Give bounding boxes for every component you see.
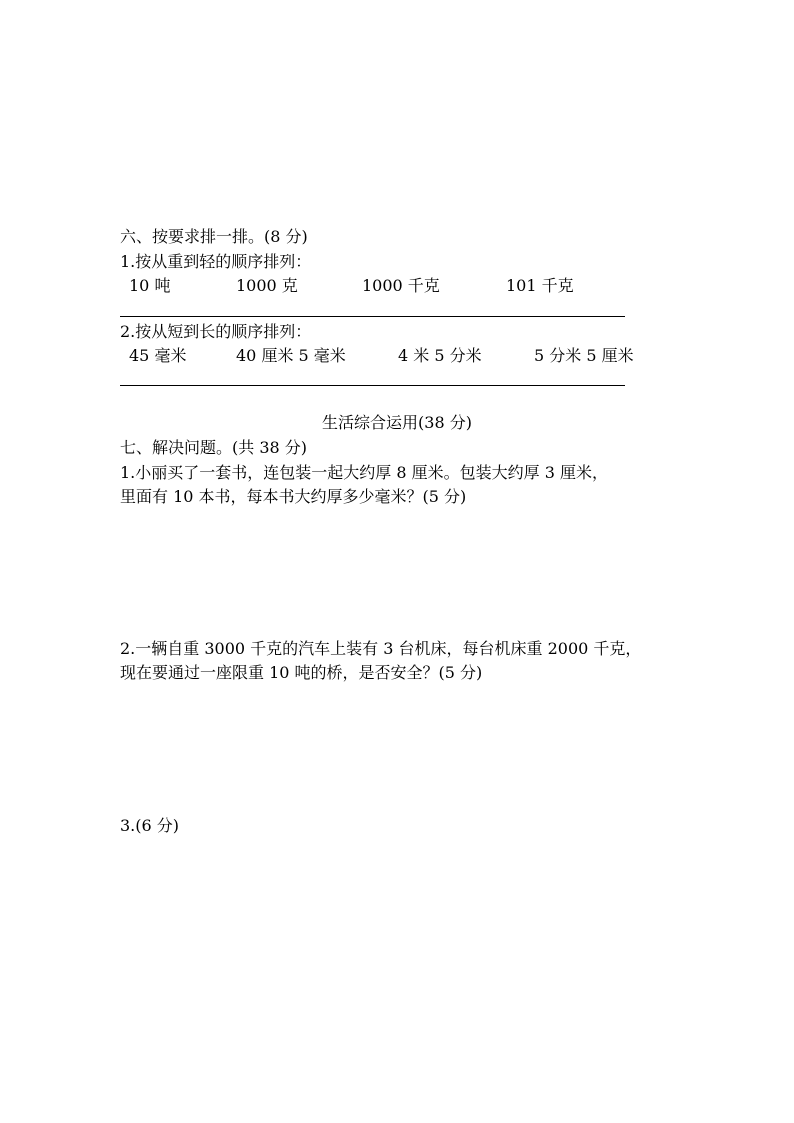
q1-prompt: 1.按从重到轻的顺序排列： [120,252,312,271]
q1-answer-line[interactable] [120,316,625,317]
q2-answer-line[interactable] [120,385,625,386]
section-6-heading: 六、按要求排一排。(8 分) [120,227,308,246]
problem-2-line-2: 现在要通过一座限重 10 吨的桥，是否安全？(5 分) [120,663,483,682]
section-7-heading: 七、解决问题。(共 38 分) [120,438,308,457]
q1-item-1: 10 吨 [129,276,171,295]
problem-1-line-2: 里面有 10 本书，每本书大约厚多少毫米？(5 分) [120,487,467,506]
problem-3-label: 3.(6 分) [120,816,180,835]
problem-2-line-1: 2.一辆自重 3000 千克的汽车上装有 3 台机床，每台机床重 2000 千克， [120,639,642,658]
problem-1-line-1: 1.小丽买了一套书，连包装一起大约厚 8 厘米。包装大约厚 3 厘米， [120,463,608,482]
q2-prompt: 2.按从短到长的顺序排列： [120,322,312,341]
q2-item-2: 40 厘米 5 毫米 [236,346,346,365]
q1-item-4: 101 千克 [506,276,574,295]
q2-item-3: 4 米 5 分米 [398,346,482,365]
q1-item-3: 1000 千克 [362,276,440,295]
part-title: 生活综合运用(38 分) [322,413,472,432]
q2-item-1: 45 毫米 [129,346,187,365]
q2-item-4: 5 分米 5 厘米 [534,346,634,365]
q1-item-2: 1000 克 [236,276,298,295]
